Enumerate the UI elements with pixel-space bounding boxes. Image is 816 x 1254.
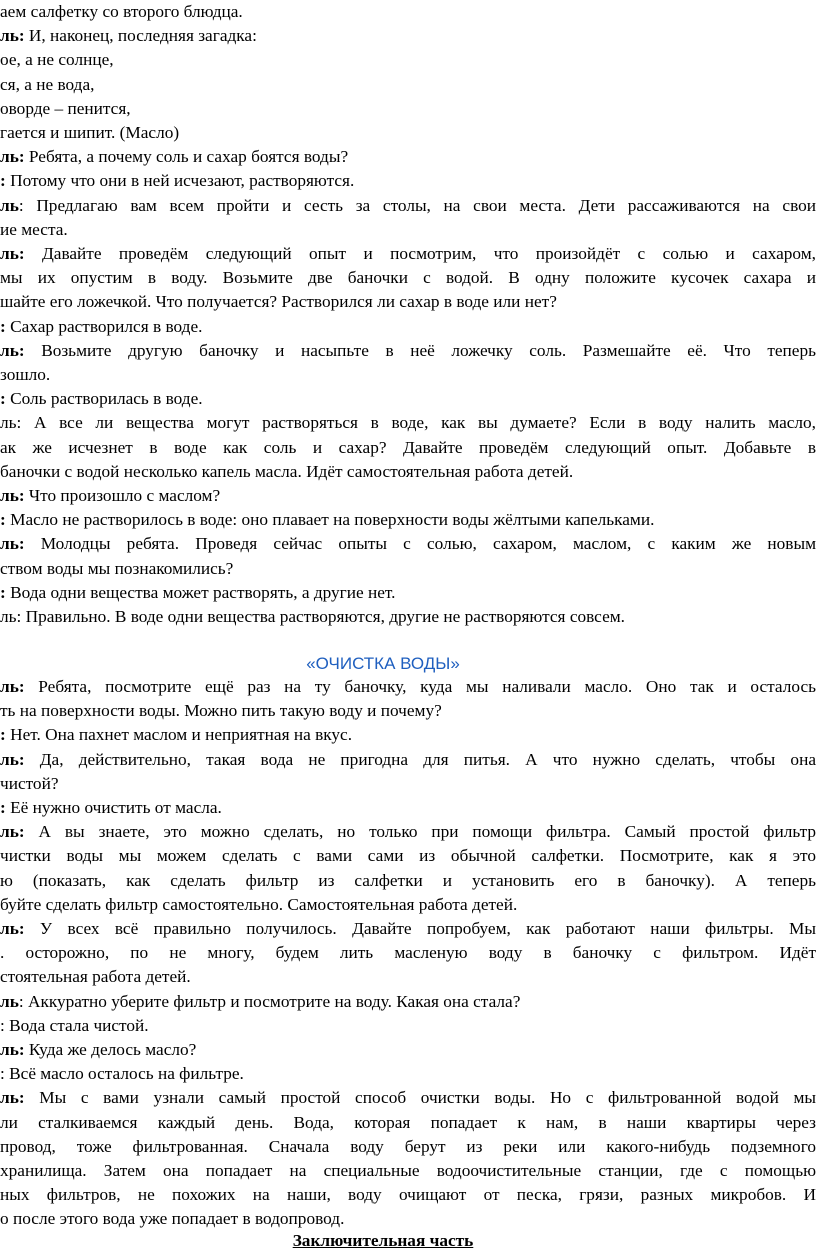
line-text: ие места. [0,219,68,239]
line-text: Давайте проведём следующий опыт и посмотрим, что произойдёт с солью и сахаром, [24,244,816,263]
text-line [0,917,816,941]
text-line [0,1159,816,1183]
line-text: мы их опустим в воду. Возьмите две баночки с водой. В одну положите кусочек сахара и [0,268,816,288]
speaker-label: : [0,725,6,745]
text-line [0,772,816,796]
line-text: Соль растворилась в воде. [5,389,203,409]
line-text: хранилища. Затем она попадает на специальные водоочистительные станции, где с помощью [0,1161,816,1180]
speaker-label: : [0,582,6,602]
line-text: Потому что они в ней исчезают, растворяются. [5,171,355,191]
line-text: . осторожно, по не многу, будем лить масленую воду в баночку с фильтром. Идёт [0,943,816,963]
text-line [0,508,816,532]
line-text: И, наконец, последняя загадка: [24,26,257,46]
speaker-label: ль: [0,26,25,46]
speaker-label: ль: [0,486,25,505]
line-text: Вода одни вещества может растворять, а другие нет. [5,582,396,602]
line-text: ль: А все ли вещества могут растворяться в воде, как вы думаете? Если в воду налить масло, [0,413,816,433]
text-line [0,675,816,699]
text-line [0,0,816,24]
speaker-label: : [0,316,6,336]
line-text: ль: Правильно. В воде одни вещества растворяются, другие не растворяются совсем. [0,607,625,626]
text-line [0,411,816,435]
text-line [0,169,816,193]
speaker-label: ль: [0,534,25,554]
line-text: ое, а не солнце, [0,50,114,70]
speaker-label: ль: [0,1040,25,1059]
section-heading-water-cleaning: «ОЧИСТКА ВОДЫ» [306,654,460,673]
text-line [0,97,816,121]
line-text: провод, тоже фильтрованная. Сначала воду берут из реки или какого-нибудь подземного [0,1136,816,1156]
line-text: шайте его ложечкой. Что получается? Растворился ли сахар в воде или нет? [0,292,557,312]
text-line [0,723,816,747]
text-line [0,145,816,169]
line-text: оворде – пенится, [0,98,131,118]
line-text: Возьмите другую баночку и насыпьте в неё ложечку соль. Размешайте её. Что теперь [24,340,816,360]
text-line [0,48,816,72]
text-line [0,387,816,411]
text-line [0,315,816,339]
speaker-label: ль [0,991,19,1011]
line-text: ся, а не вода, [0,74,95,94]
line-text: ть на поверхности воды. Можно пить такую воду и почему? [0,701,442,721]
line-text: Ребята, посмотрите ещё раз на ту баночку, куда мы наливали масло. Оно так и осталось [24,677,816,696]
line-text: баночки с водой несколько капель масла. Идёт самостоятельная работа детей. [0,461,574,481]
speaker-label: ль: [0,340,25,360]
line-text: Что произошло с маслом? [24,486,221,505]
speaker-label: : [0,171,6,191]
text-line [0,893,816,917]
speaker-label: : [0,798,6,817]
text-line [0,557,816,581]
text-line [0,941,816,965]
line-text: гается и шипит. (Масло) [0,123,180,142]
line-text: Да, действительно, такая вода не пригодна для питья. А что нужно сделать, чтобы она [24,749,816,769]
text-line [0,796,816,820]
line-text: чистки воды мы можем сделать с вами сами из обычной салфетки. Посмотрите, как я это [0,846,816,866]
text-line [0,484,816,508]
line-text: зошло. [0,365,51,384]
speaker-label: ль [0,195,19,215]
text-line [0,1135,816,1159]
line-text: чистой? [0,773,59,793]
line-text: ю (показать, как сделать фильтр из салфетки и установить его в баночку). А теперь [0,870,816,890]
line-text: : Аккуратно уберите фильтр и посмотрите на воду. Какая она стала? [18,991,521,1011]
line-text: : Вода стала чистой. [0,1015,149,1035]
line-text: : Предлагаю вам всем пройти и сесть за столы, на свои места. Дети рассаживаются на свои [18,195,816,215]
text-line [0,460,816,484]
text-line [0,1038,816,1062]
line-text: Куда же делось масло? [24,1040,197,1059]
text-line [0,869,816,893]
speaker-label: ль: [0,147,25,167]
line-text: ных фильтров, не похожих на наши, воду очищают от песка, грязи, разных микробов. И [0,1185,816,1205]
line-text: Ребята, а почему соль и сахар боятся воды? [24,147,349,167]
text-line [0,820,816,844]
text-line [0,363,816,387]
line-text: аем салфетку со второго блюдца. [0,2,243,21]
text-line [0,1086,816,1110]
speaker-label: ль: [0,749,25,769]
speaker-label: ль: [0,822,25,842]
line-text: ли сталкиваемся каждый день. Вода, которая попадает к нам, в наши квартиры через [0,1112,816,1132]
line-text: Нет. Она пахнет маслом и неприятная на вкус. [5,725,353,745]
text-line [0,699,816,723]
line-text: стоятельная работа детей. [0,967,191,987]
text-line [0,748,816,772]
text-line [0,73,816,97]
line-text: : Всё масло осталось на фильтре. [0,1064,244,1084]
line-text: У всех всё правильно получилось. Давайте попробуем, как работают наши фильтры. Мы [24,919,816,938]
text-line [0,1207,816,1231]
line-text: Её нужно очистить от масла. [5,798,222,817]
text-line [0,581,816,605]
speaker-label: ль: [0,244,25,263]
text-line [0,24,816,48]
speaker-label: : [0,389,6,409]
line-text: о после этого вода уже попадает в водопровод. [0,1209,345,1229]
speaker-label: ль: [0,677,25,696]
speaker-label: ль: [0,919,25,938]
text-line [0,990,816,1014]
text-line [0,1111,816,1135]
text-line [0,605,816,629]
text-line [0,436,816,460]
text-line [0,1183,816,1207]
line-text: Сахар растворился в воде. [5,316,203,336]
text-line [0,121,816,145]
speaker-label: ль: [0,1088,25,1108]
text-line [0,1062,816,1086]
section-heading-final-part: Заключительная часть [292,1231,474,1250]
line-text: А вы знаете, это можно сделать, но только при помощи фильтра. Самый простой фильтр [24,822,816,842]
text-line [0,965,816,989]
line-text: Мы с вами узнали самый простой способ очистки воды. Но с фильтрованной водой мы [24,1088,816,1108]
text-line [0,1014,816,1038]
text-line [0,844,816,868]
text-line [0,532,816,556]
text-line [0,266,816,290]
text-line [0,242,816,266]
line-text: ством воды мы познакомились? [0,558,234,578]
text-line [0,194,816,218]
line-text: Молодцы ребята. Проведя сейчас опыты с солью, сахаром, маслом, с каким же новым [24,534,816,554]
text-line [0,339,816,363]
text-line [0,218,816,242]
line-text: Масло не растворилось в воде: оно плавает на поверхности воды жёлтыми капельками. [5,510,655,530]
speaker-label: : [0,510,6,530]
text-line [0,290,816,314]
line-text: буйте сделать фильтр самостоятельно. Самостоятельная работа детей. [0,894,518,914]
line-text: ак же исчезнет в воде как соль и сахар? Давайте проведём следующий опыт. Добавьте в [0,437,816,457]
